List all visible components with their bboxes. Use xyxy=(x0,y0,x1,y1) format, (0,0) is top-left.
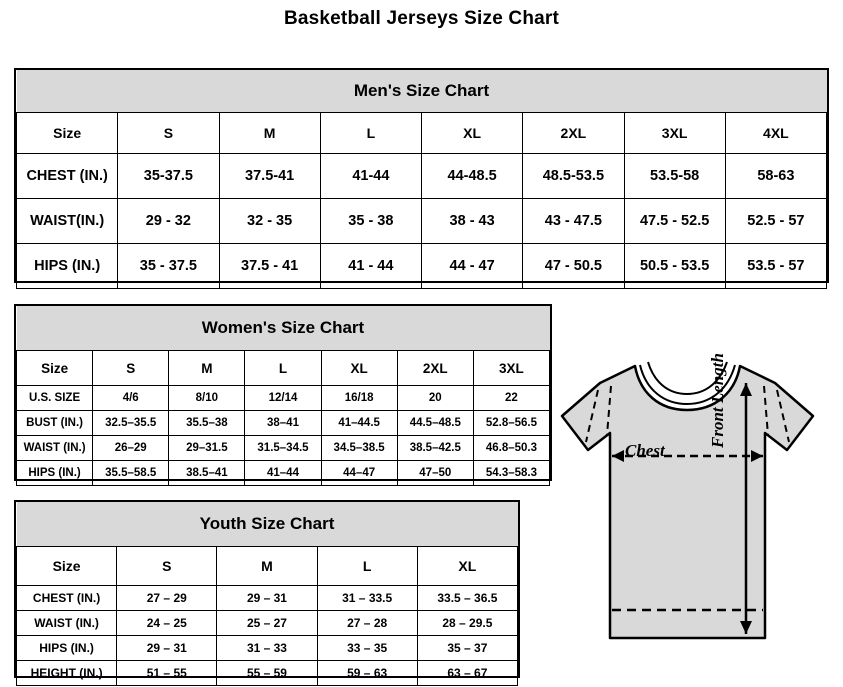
column-header-m: M xyxy=(219,113,320,154)
cell-waist-xl: 34.5–38.5 xyxy=(321,436,397,461)
cell-us-size-s: 4/6 xyxy=(93,386,169,411)
column-header-size: Size xyxy=(17,547,117,586)
cell-us-size-m: 8/10 xyxy=(169,386,245,411)
column-header-3xl: 3XL xyxy=(473,351,549,386)
row-label-waist: WAIST (IN.) xyxy=(17,436,93,461)
cell-bust-l: 38–41 xyxy=(245,411,321,436)
row-label-hips: HIPS (IN.) xyxy=(17,461,93,486)
cell-hips-2xl: 47–50 xyxy=(397,461,473,486)
table-row xyxy=(17,636,518,661)
table-row xyxy=(17,244,827,289)
cell-bust-m: 35.5–38 xyxy=(169,411,245,436)
cell-waist-s: 26–29 xyxy=(93,436,169,461)
cell-hips-s: 35 - 37.5 xyxy=(118,244,219,289)
table-row xyxy=(17,611,518,636)
cell-waist-l: 31.5–34.5 xyxy=(245,436,321,461)
cell-waist-m: 29–31.5 xyxy=(169,436,245,461)
column-header-4xl: 4XL xyxy=(725,113,826,154)
table-header-row xyxy=(17,547,518,586)
cell-chest-l: 31 – 33.5 xyxy=(317,586,417,611)
cell-waist-3xl: 47.5 - 52.5 xyxy=(624,199,725,244)
cell-hips-4xl: 53.5 - 57 xyxy=(725,244,826,289)
cell-hips-xl: 35 – 37 xyxy=(417,636,517,661)
column-header-2xl: 2XL xyxy=(397,351,473,386)
cell-waist-2xl: 43 - 47.5 xyxy=(523,199,624,244)
column-header-s: S xyxy=(93,351,169,386)
column-header-size: Size xyxy=(17,113,118,154)
womens-size-chart xyxy=(14,304,552,481)
cell-height-m: 55 – 59 xyxy=(217,661,317,686)
cell-waist-l: 35 - 38 xyxy=(320,199,421,244)
table-title-row xyxy=(17,306,550,351)
youth-chart-title: Youth Size Chart xyxy=(17,502,518,547)
table-header-row xyxy=(17,351,550,386)
cell-chest-s: 35-37.5 xyxy=(118,154,219,199)
table-row xyxy=(17,436,550,461)
cell-hips-3xl: 50.5 - 53.5 xyxy=(624,244,725,289)
table-title-row xyxy=(17,70,827,113)
row-label-hips: HIPS (IN.) xyxy=(17,636,117,661)
table-row xyxy=(17,199,827,244)
table-header-row xyxy=(17,113,827,154)
cell-bust-s: 32.5–35.5 xyxy=(93,411,169,436)
cell-waist-l: 27 – 28 xyxy=(317,611,417,636)
row-label-chest: CHEST (IN.) xyxy=(17,154,118,199)
cell-us-size-2xl: 20 xyxy=(397,386,473,411)
youth-size-chart xyxy=(14,500,520,678)
cell-height-xl: 63 – 67 xyxy=(417,661,517,686)
table-row xyxy=(17,386,550,411)
front-length-measure-label: Front Length xyxy=(708,353,727,448)
cell-waist-m: 25 – 27 xyxy=(217,611,317,636)
column-header-m: M xyxy=(169,351,245,386)
row-label-chest: CHEST (IN.) xyxy=(17,586,117,611)
shirt-outline xyxy=(562,366,813,638)
cell-waist-2xl: 38.5–42.5 xyxy=(397,436,473,461)
cell-chest-m: 29 – 31 xyxy=(217,586,317,611)
cell-chest-4xl: 58-63 xyxy=(725,154,826,199)
column-header-xl: XL xyxy=(422,113,523,154)
cell-hips-m: 37.5 - 41 xyxy=(219,244,320,289)
cell-hips-xl: 44–47 xyxy=(321,461,397,486)
table-row xyxy=(17,154,827,199)
cell-us-size-3xl: 22 xyxy=(473,386,549,411)
cell-hips-m: 38.5–41 xyxy=(169,461,245,486)
mens-chart-title: Men's Size Chart xyxy=(17,70,827,113)
column-header-s: S xyxy=(118,113,219,154)
column-header-l: L xyxy=(320,113,421,154)
cell-height-l: 59 – 63 xyxy=(317,661,417,686)
cell-waist-s: 29 - 32 xyxy=(118,199,219,244)
cell-hips-m: 31 – 33 xyxy=(217,636,317,661)
mens-size-chart xyxy=(14,68,829,283)
cell-bust-xl: 41–44.5 xyxy=(321,411,397,436)
cell-waist-4xl: 52.5 - 57 xyxy=(725,199,826,244)
table-row xyxy=(17,661,518,686)
cell-chest-2xl: 48.5-53.5 xyxy=(523,154,624,199)
cell-chest-m: 37.5-41 xyxy=(219,154,320,199)
cell-chest-xl: 33.5 – 36.5 xyxy=(417,586,517,611)
row-label-us-size: U.S. SIZE xyxy=(17,386,93,411)
table-row xyxy=(17,586,518,611)
row-label-bust: BUST (IN.) xyxy=(17,411,93,436)
cell-bust-2xl: 44.5–48.5 xyxy=(397,411,473,436)
column-header-m: M xyxy=(217,547,317,586)
cell-us-size-l: 12/14 xyxy=(245,386,321,411)
cell-hips-l: 41–44 xyxy=(245,461,321,486)
column-header-l: L xyxy=(245,351,321,386)
cell-waist-xl: 38 - 43 xyxy=(422,199,523,244)
mens-size-table xyxy=(16,70,827,289)
cell-hips-l: 41 - 44 xyxy=(320,244,421,289)
womens-chart-title: Women's Size Chart xyxy=(17,306,550,351)
cell-waist-s: 24 – 25 xyxy=(117,611,217,636)
column-header-3xl: 3XL xyxy=(624,113,725,154)
column-header-s: S xyxy=(117,547,217,586)
cell-bust-3xl: 52.8–56.5 xyxy=(473,411,549,436)
column-header-l: L xyxy=(317,547,417,586)
cell-chest-xl: 44-48.5 xyxy=(422,154,523,199)
row-label-waist: WAIST (IN.) xyxy=(17,611,117,636)
cell-chest-s: 27 – 29 xyxy=(117,586,217,611)
cell-chest-l: 41-44 xyxy=(320,154,421,199)
table-row xyxy=(17,461,550,486)
page-title: Basketball Jerseys Size Chart xyxy=(283,8,560,29)
column-header-xl: XL xyxy=(417,547,517,586)
cell-waist-3xl: 46.8–50.3 xyxy=(473,436,549,461)
column-header-size: Size xyxy=(17,351,93,386)
cell-hips-s: 29 – 31 xyxy=(117,636,217,661)
cell-hips-l: 33 – 35 xyxy=(317,636,417,661)
youth-size-table xyxy=(16,502,518,686)
cell-height-s: 51 – 55 xyxy=(117,661,217,686)
cell-hips-2xl: 47 - 50.5 xyxy=(523,244,624,289)
table-title-row xyxy=(17,502,518,547)
chest-measure-label: Chest xyxy=(625,441,665,460)
cell-chest-3xl: 53.5-58 xyxy=(624,154,725,199)
cell-hips-s: 35.5–58.5 xyxy=(93,461,169,486)
cell-hips-xl: 44 - 47 xyxy=(422,244,523,289)
cell-waist-xl: 28 – 29.5 xyxy=(417,611,517,636)
jersey-shirt-icon xyxy=(540,338,835,683)
row-label-hips: HIPS (IN.) xyxy=(17,244,118,289)
jersey-measurement-diagram xyxy=(540,338,835,683)
row-label-waist: WAIST(IN.) xyxy=(17,199,118,244)
cell-us-size-xl: 16/18 xyxy=(321,386,397,411)
column-header-xl: XL xyxy=(321,351,397,386)
table-row xyxy=(17,411,550,436)
womens-size-table xyxy=(16,306,550,486)
cell-hips-3xl: 54.3–58.3 xyxy=(473,461,549,486)
cell-waist-m: 32 - 35 xyxy=(219,199,320,244)
row-label-height: HEIGHT (IN.) xyxy=(17,661,117,686)
column-header-2xl: 2XL xyxy=(523,113,624,154)
